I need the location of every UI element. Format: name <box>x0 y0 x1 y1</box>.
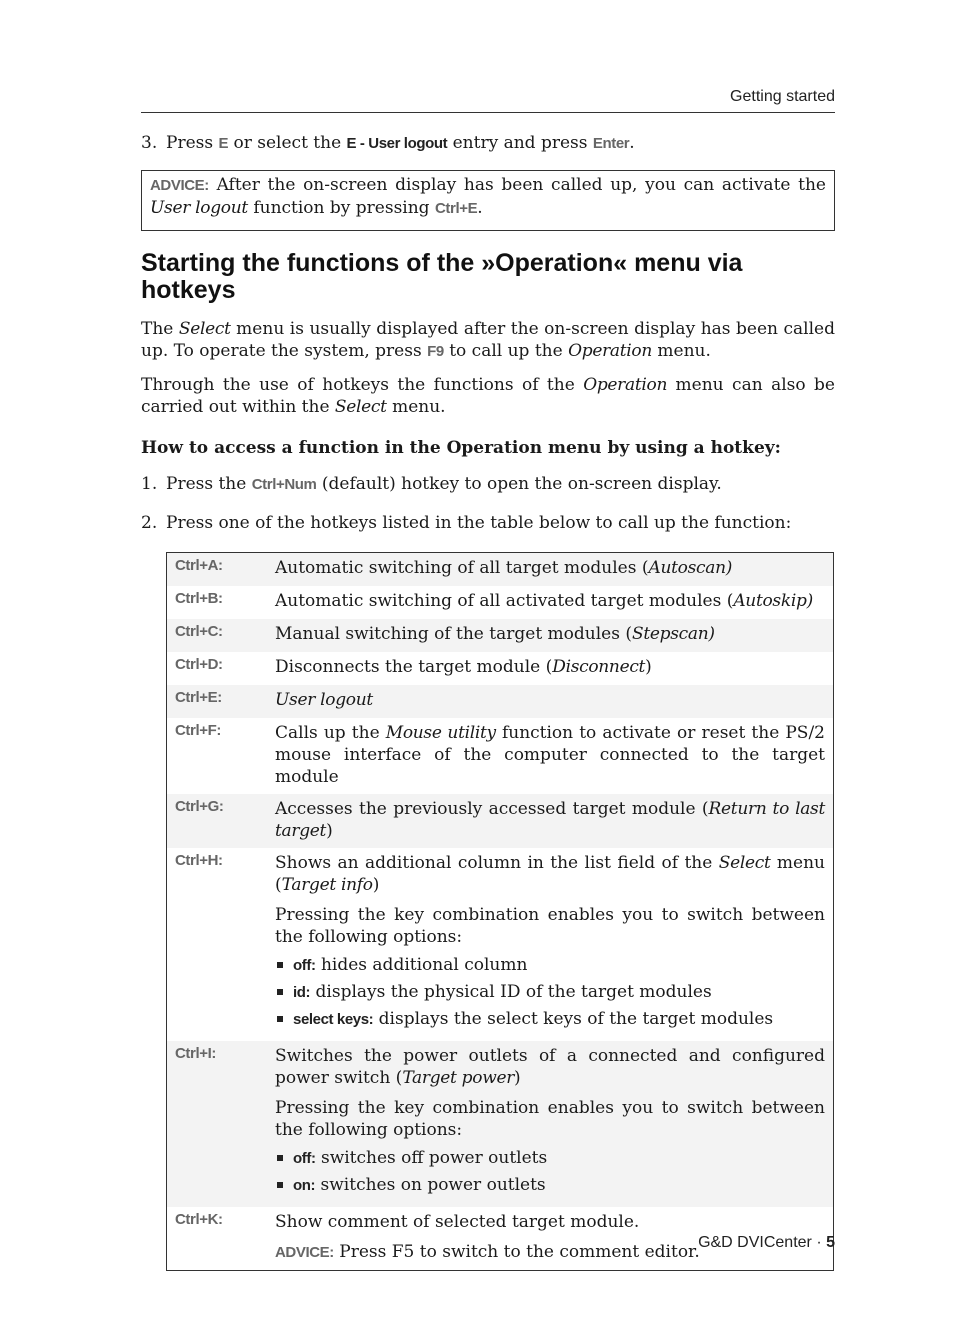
section-heading: Starting the functions of the »Operation« menu via hotkeys <box>141 249 743 304</box>
option-label: off: <box>293 956 316 974</box>
table-row <box>167 553 834 586</box>
option-label: on: <box>293 1176 316 1194</box>
description-cell <box>275 848 834 1041</box>
desc-text: ) <box>514 1067 521 1088</box>
hotkey-cell: Ctrl+B: <box>175 589 223 607</box>
bullet-icon <box>277 1155 283 1161</box>
desc-italic: Mouse utility <box>385 722 496 743</box>
list-item <box>275 1147 825 1174</box>
step-number: 1. <box>141 474 158 494</box>
para-text: menu. <box>652 341 711 361</box>
desc-text: function to activate or reset the PS/2 mouse interface of the computer connected to the target module <box>275 722 826 787</box>
option-text: displays the select keys of the target modules <box>373 1008 774 1029</box>
bullet-icon <box>277 962 283 968</box>
entry-label: E - User logout <box>346 135 448 152</box>
advice-text: . <box>477 198 483 218</box>
hotkey-cell: Ctrl+D: <box>175 655 223 673</box>
table-row <box>167 718 834 794</box>
description-cell <box>275 685 834 718</box>
page-number: 5 <box>826 1234 835 1251</box>
list-item <box>275 1174 825 1201</box>
hotkey-cell: Ctrl+A: <box>167 553 276 586</box>
description-cell <box>275 652 834 685</box>
desc-paragraph <box>275 1045 825 1089</box>
desc-text: ) <box>645 656 652 677</box>
key-label: Ctrl+Num <box>251 476 317 493</box>
running-header: Getting started <box>730 88 835 105</box>
desc-text: Manual switching of the target modules ( <box>275 623 632 644</box>
advice-label: ADVICE: <box>150 177 209 194</box>
list-item <box>275 981 825 1008</box>
option-text: hides additional column <box>315 954 528 975</box>
desc-italic: Stepscan) <box>632 623 715 644</box>
option-list <box>275 1147 825 1201</box>
desc-paragraph: Pressing the key combination enables you to switch between the following options: <box>275 1097 825 1140</box>
desc-italic: User logout <box>275 689 373 710</box>
option-text: displays the physical ID of the target modules <box>310 981 712 1002</box>
desc-text: Shows an additional column in the list field of the <box>275 852 719 873</box>
step-number: 2. <box>141 513 158 533</box>
desc-text: menu ( <box>275 852 826 895</box>
step-text: or select the <box>228 133 347 153</box>
desc-text: Press F5 to switch to the comment editor. <box>333 1241 700 1262</box>
para-text: menu can also be carried out within the <box>141 375 835 417</box>
para-text: The <box>141 319 179 339</box>
desc-text: Disconnects the target module ( <box>275 656 553 677</box>
bullet-icon <box>277 989 283 995</box>
intro-paragraph-2 <box>141 374 835 418</box>
hotkey-table <box>166 552 834 1271</box>
step-text: entry and press <box>447 133 593 153</box>
step-number: 3. <box>141 133 158 153</box>
page-footer <box>698 1234 835 1252</box>
option-text: switches on power outlets <box>315 1174 546 1195</box>
desc-text: Accesses the previously accessed target module ( <box>275 798 709 819</box>
desc-italic: Target power <box>402 1067 515 1088</box>
desc-italic: Disconnect <box>552 656 646 677</box>
option-label: id: <box>293 983 311 1001</box>
advice-text: After the on-screen display has been called up, you can activate the <box>208 175 826 195</box>
list-item <box>275 1008 825 1035</box>
list-item <box>275 954 825 981</box>
desc-text: Switches the power outlets of a connected and configured power switch ( <box>275 1045 825 1088</box>
step-3 <box>141 132 835 155</box>
desc-paragraph: Pressing the key combination enables you to switch between the following options: <box>275 904 825 947</box>
desc-text: Automatic switching of all activated target modules ( <box>275 590 734 611</box>
option-label: off: <box>293 1149 316 1167</box>
desc-text: Calls up the <box>275 722 386 743</box>
description-cell <box>275 718 834 794</box>
description-cell <box>275 1041 834 1207</box>
para-text: menu is usually displayed after the on-screen display has been called up. To operate the system, press <box>141 319 835 361</box>
advice-box <box>141 170 835 231</box>
table-row <box>167 652 834 685</box>
key-label: Enter <box>592 135 630 152</box>
desc-paragraph <box>275 852 825 896</box>
hotkey-cell: Ctrl+I: <box>167 1041 276 1207</box>
description-cell <box>275 586 834 619</box>
para-text: to call up the <box>443 341 569 361</box>
hotkey-cell: Ctrl+E: <box>167 685 276 718</box>
table-row <box>167 794 834 848</box>
step-text: Press <box>166 133 219 153</box>
option-label: select keys: <box>293 1010 374 1028</box>
para-text: menu. <box>386 397 446 417</box>
procedure-heading: How to access a function in the Operation menu by using a hotkey: <box>141 438 781 458</box>
step-text: (default) hotkey to open the on-screen display. <box>316 474 722 494</box>
para-text: Through the use of hotkeys the functions of the <box>141 375 584 395</box>
step-1 <box>141 473 835 496</box>
para-italic: Operation <box>568 341 652 361</box>
step-2 <box>141 512 835 534</box>
bullet-icon <box>277 1182 283 1188</box>
desc-text: Automatic switching of all target modules ( <box>275 558 649 578</box>
para-italic: Operation <box>583 375 668 395</box>
desc-italic: Target info <box>281 874 373 895</box>
hotkey-cell: Ctrl+F: <box>175 721 221 739</box>
table-row <box>167 848 834 1041</box>
option-list <box>275 954 825 1035</box>
table-row <box>167 619 834 652</box>
hotkey-cell: Ctrl+K: <box>175 1210 223 1228</box>
para-italic: Select <box>178 319 231 339</box>
table-row <box>167 586 834 619</box>
intro-paragraph-1 <box>141 318 835 363</box>
key-label: F9 <box>427 343 444 360</box>
hotkey-cell: Ctrl+G: <box>167 794 276 848</box>
advice-text: function by pressing <box>247 198 435 218</box>
desc-italic: Autoscan) <box>648 558 733 578</box>
desc-italic: Return to last target <box>275 798 825 841</box>
advice-italic: User logout <box>150 198 248 218</box>
footer-product: G&D DVICenter · <box>698 1234 827 1251</box>
option-text: switches off power outlets <box>315 1147 548 1168</box>
description-cell <box>275 794 834 848</box>
hotkey-cell: Ctrl+C: <box>167 619 276 652</box>
bullet-icon <box>277 1016 283 1022</box>
table-row <box>167 685 834 718</box>
desc-text: ) <box>326 820 333 841</box>
para-italic: Select <box>334 397 387 417</box>
step-text: Press the <box>166 474 252 494</box>
key-label: E <box>218 135 229 152</box>
step-text: Press one of the hotkeys listed in the table below to call up the function: <box>166 513 792 533</box>
header-rule <box>141 112 835 113</box>
table-row <box>167 1041 834 1207</box>
description-cell <box>275 619 834 652</box>
desc-italic: Select <box>718 852 771 873</box>
desc-italic: Autoskip) <box>733 590 813 611</box>
desc-paragraph: Show comment of selected target module. <box>275 1211 640 1232</box>
step-text: . <box>629 133 635 153</box>
key-label: Ctrl+E <box>434 200 478 217</box>
desc-text: ) <box>372 874 380 895</box>
advice-label: ADVICE: <box>275 1243 334 1261</box>
hotkey-cell: Ctrl+H: <box>175 851 223 869</box>
description-cell <box>275 553 834 586</box>
